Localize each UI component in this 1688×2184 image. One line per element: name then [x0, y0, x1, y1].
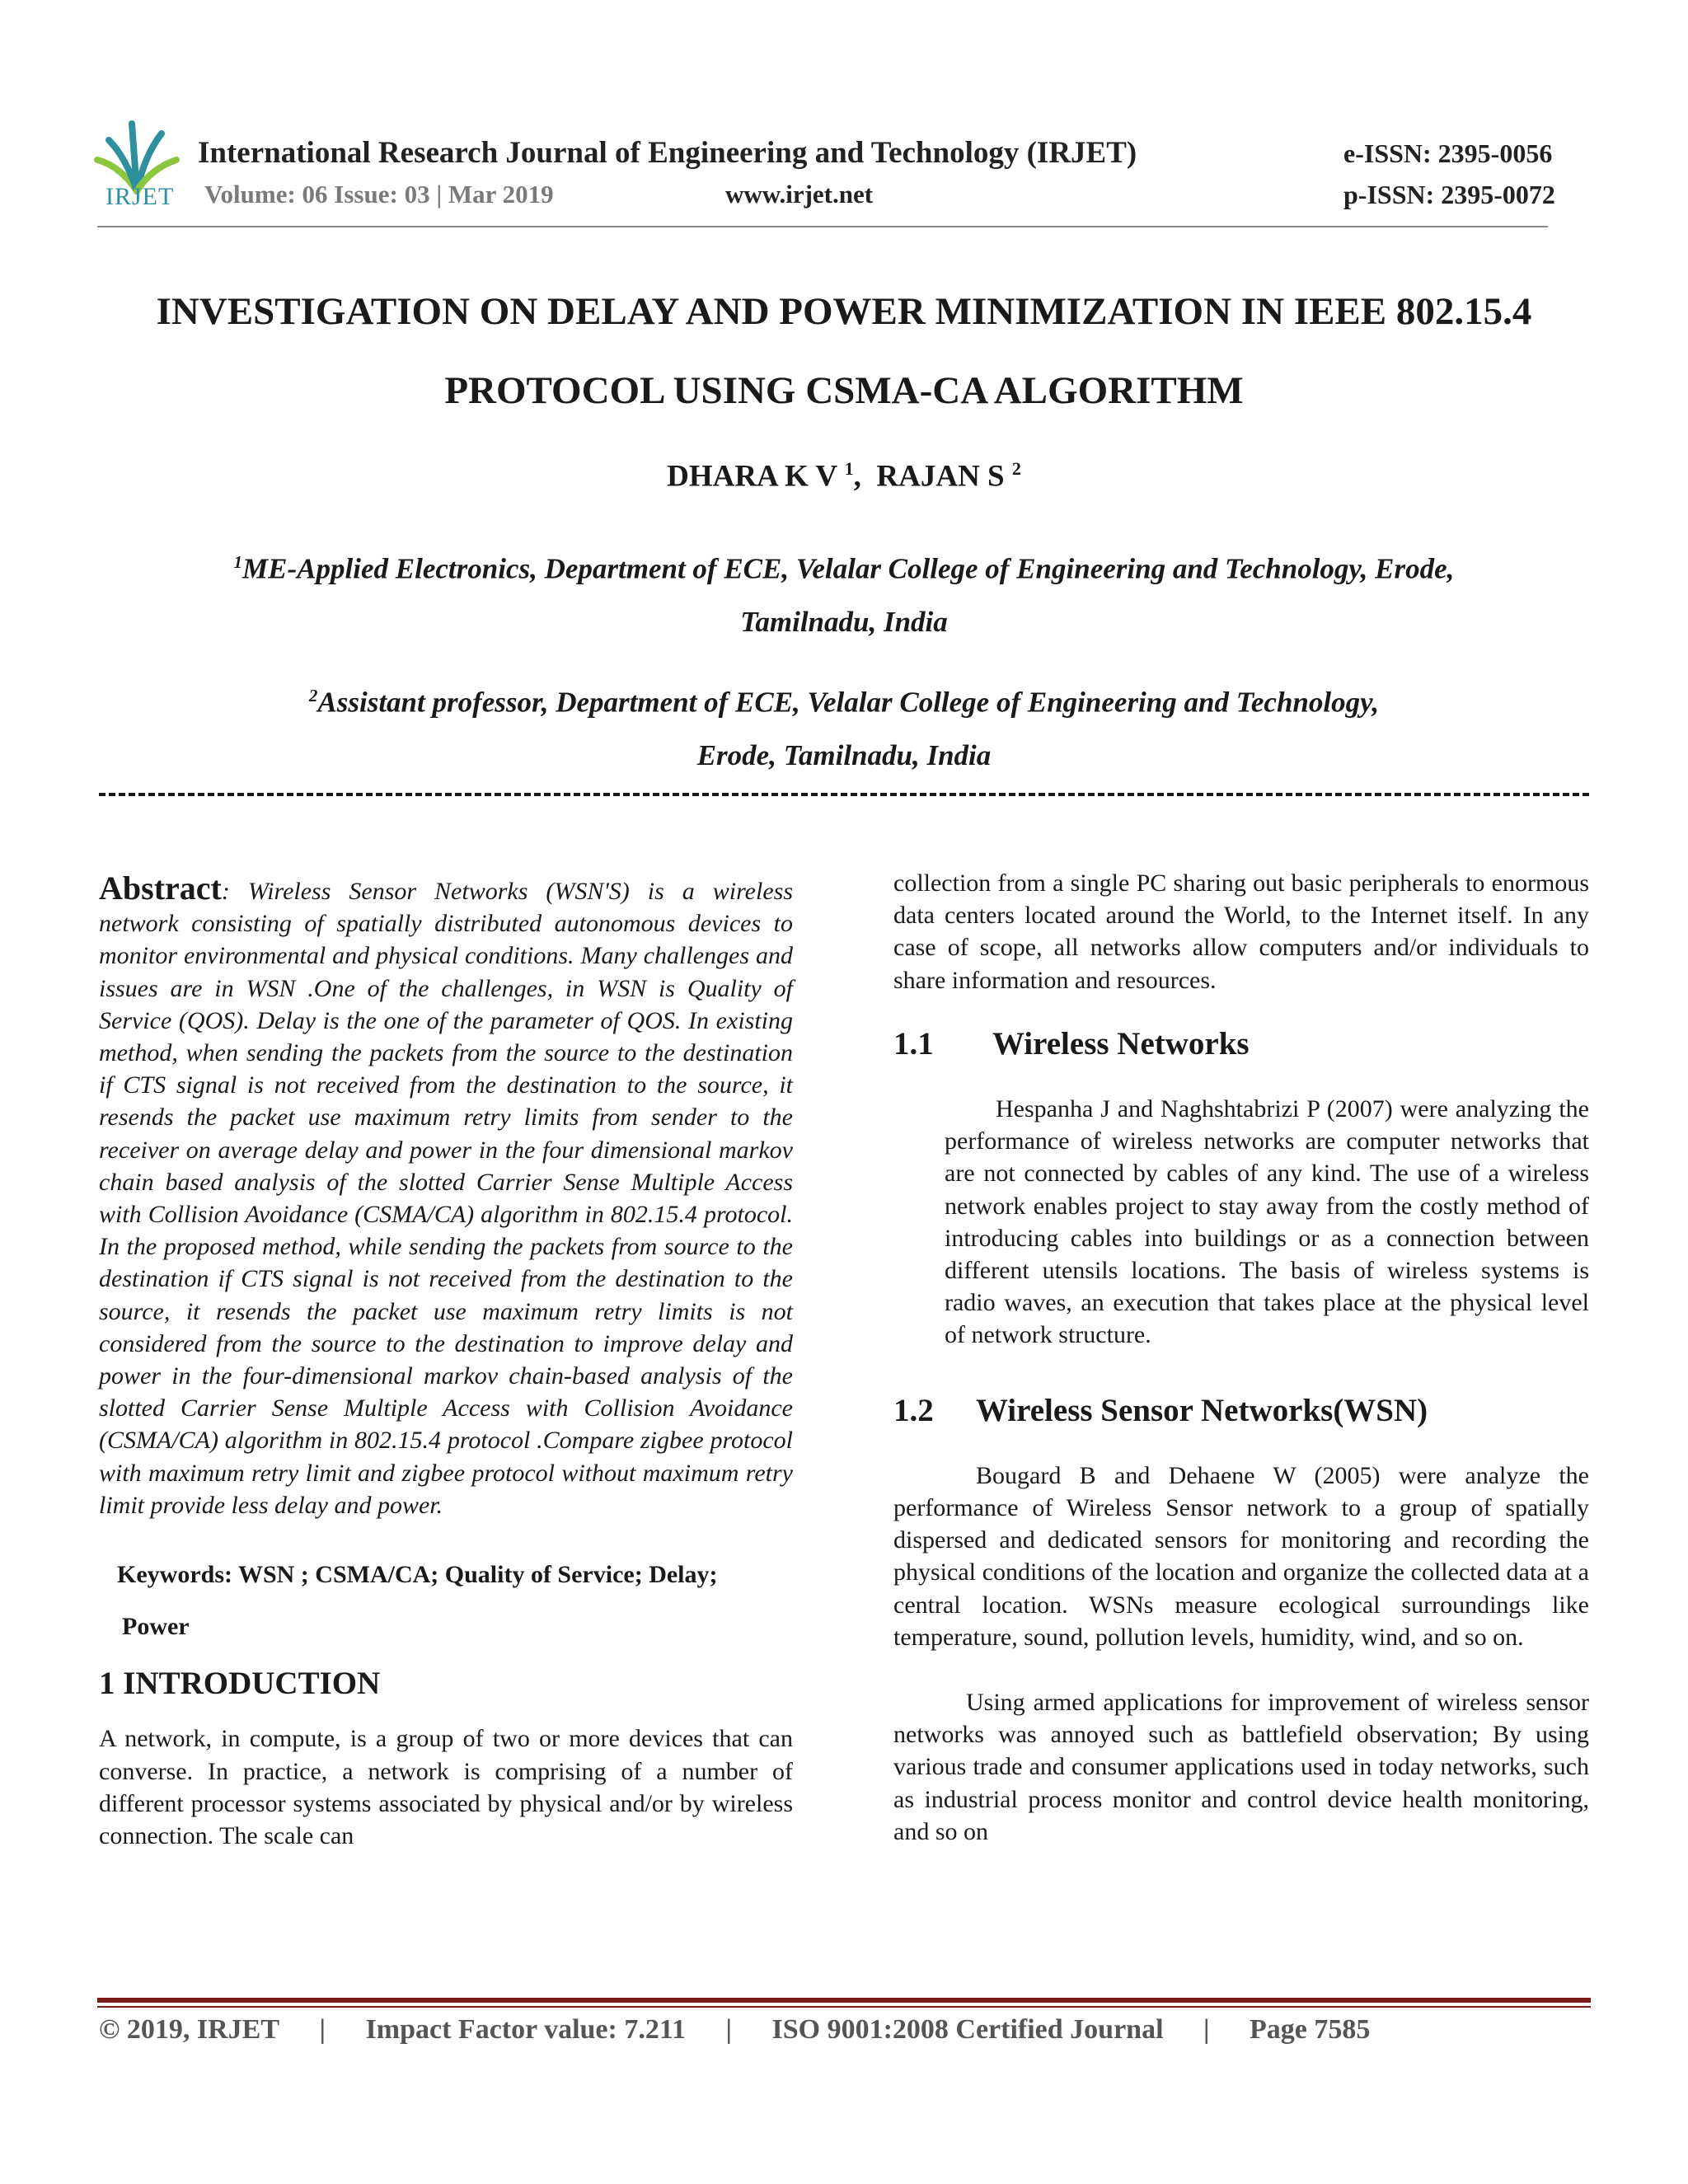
section-1-1-number: 1.1	[893, 1025, 934, 1062]
section-1-2-title: Wireless Sensor Networks(WSN)	[976, 1392, 1428, 1428]
journal-website[interactable]: www.irjet.net	[725, 180, 874, 209]
footer-impact-factor: Impact Factor value: 7.211	[365, 2014, 686, 2045]
affiliation-2-mark: 2	[308, 686, 318, 705]
journal-title: International Research Journal of Engineering and Technology (IRJET)	[198, 136, 1137, 170]
footer-separator: |	[1203, 2014, 1210, 2045]
volume-info: Volume: 06 Issue: 03 | Mar 2019	[204, 180, 554, 209]
introduction-text-continued: collection from a single PC sharing out basic peripherals to enormous data centers located around the World, to the Internet itself. In any case of scope, all networks allow computers and/or individuals to share information and resources.	[893, 869, 1589, 994]
left-column	[99, 869, 793, 1852]
section-1-2-text-2: Using armed applications for improvement of wireless sensor networks was annoyed such as battlefield observation; By using various trade and consumer applications used in today networks, such as industrial process monitor and control device health monitoring, and so on	[893, 1689, 1589, 1845]
footer-separator: |	[725, 2014, 732, 2045]
author-1-affiliation-mark: 1	[844, 458, 854, 479]
introduction-text: A network, in compute, is a group of two or more devices that can converse. In practice, a network is comprising of a number of different processor systems associated by physical and/or by wireless connection. The scale can	[99, 1725, 793, 1850]
title-divider	[99, 793, 1589, 796]
author-2: RAJAN S	[876, 459, 1005, 494]
affiliation-1-mark: 1	[233, 552, 243, 572]
footer-separator: |	[319, 2014, 326, 2045]
page-footer	[99, 2014, 1370, 2046]
affiliation-2-line1: Assistant professor, Department of ECE, Velalar College of Engineering and Technology,	[317, 686, 1380, 719]
section-heading-introduction: 1 INTRODUCTION	[99, 1666, 381, 1702]
author-list: DHARA K V $^1$, RAJAN S $^2$	[667, 458, 1021, 494]
footer-copyright: © 2019, IRJET	[99, 2014, 280, 2045]
section-1-1-title: Wireless Networks	[992, 1025, 1250, 1062]
footer-page-number: Page 7585	[1250, 2014, 1371, 2045]
footer-rule-thick	[97, 1998, 1591, 2003]
affiliation-2-line2: Erode, Tamilnadu, India	[696, 738, 992, 771]
section-1-2-number: 1.2	[893, 1392, 934, 1428]
header-divider	[97, 226, 1548, 227]
logo-text: IRJET	[106, 183, 175, 210]
footer-rule-thin	[97, 2006, 1591, 2008]
affiliation-1	[124, 536, 1564, 649]
abstract-heading: Abstract	[99, 869, 222, 907]
affiliation-1-line2: Tamilnadu, India	[740, 605, 948, 638]
right-column	[893, 867, 1589, 1848]
paper-title	[82, 272, 1606, 430]
keywords-tail: Power	[122, 1613, 190, 1641]
section-heading-1-1	[893, 1025, 1589, 1062]
section-1-1-text: Hespanha J and Naghshtabrizi P (2007) were analyzing the performance of wireless networks are computer networks that are not connected by cables of any kind. The use of a wireless network enables project to stay away from the costly method of introducing cables into buildings or as a connection between different utensils locations. The basis of wireless systems is radio waves, an execution that takes place at the physical level of network structure.	[945, 1095, 1589, 1349]
footer-iso: ISO 9001:2008 Certified Journal	[771, 2014, 1164, 2045]
e-issn: e-ISSN: 2395-0056	[1343, 138, 1553, 168]
section-heading-1-2	[893, 1394, 1589, 1427]
abstract	[99, 869, 793, 1521]
abstract-text: Wireless Sensor Networks (WSN'S) is a wireless network consisting of spatially distributed autonomous devices to monitor environmental and physical conditions. Many challenges and issues are in WSN .One of the challenges, in WSN is Quality of Service (QOS). Delay is the one of the parameter of QOS. In existing method, when sending the packets from the source to the destination if CTS signal is not received from the destination to the source, it resends the packet use maximum retry limits from sender to the receiver on average delay and power in the four dimensional markov chain based analysis of the slotted Carrier Sense Multiple Access with Collision Avoidance (CSMA/CA) algorithm in 802.15.4 protocol. In the proposed method, while sending the packets from source to the destination if CTS signal is not received from the destination to the source, it resends the packet use maximum retry limits is not considered from the source to the destination to improve delay and power in the four-dimensional markov chain-based analysis of the slotted Carrier Sense Multiple Access with Collision Avoidance (CSMA/CA) algorithm in 802.15.4 protocol .Compare zigbee protocol with maximum retry limit and zigbee protocol without maximum retry limit provide less delay and power.	[99, 878, 793, 1519]
p-issn: p-ISSN: 2395-0072	[1343, 180, 1555, 209]
section-1-2-text-1: Bougard B and Dehaene W (2005) were analyze the performance of Wireless Sensor network to a group of spatially dispersed and dedicated sensors for monitoring and recording the physical conditions of the location and organize the collected data at a central location. WSNs measure ecological surroundings like temperature, sound, pollution levels, humidity, wind, and so on.	[893, 1461, 1589, 1651]
abstract-colon: :	[221, 878, 230, 905]
author-1: DHARA K V	[667, 459, 837, 494]
paper-title-line1: INVESTIGATION ON DELAY AND POWER MINIMIZATION IN IEEE 802.15.4	[156, 290, 1532, 333]
keywords: Keywords: WSN ; CSMA/CA; Quality of Service; Delay;	[117, 1561, 718, 1589]
affiliation-2	[124, 669, 1564, 782]
author-2-affiliation-mark: 2	[1011, 458, 1021, 479]
paper-title-line2: PROTOCOL USING CSMA-CA ALGORITHM	[444, 369, 1244, 412]
affiliation-1-line1: ME-Applied Electronics, Department of ECE, Velalar College of Engineering and Technology, Erode,	[242, 552, 1455, 585]
